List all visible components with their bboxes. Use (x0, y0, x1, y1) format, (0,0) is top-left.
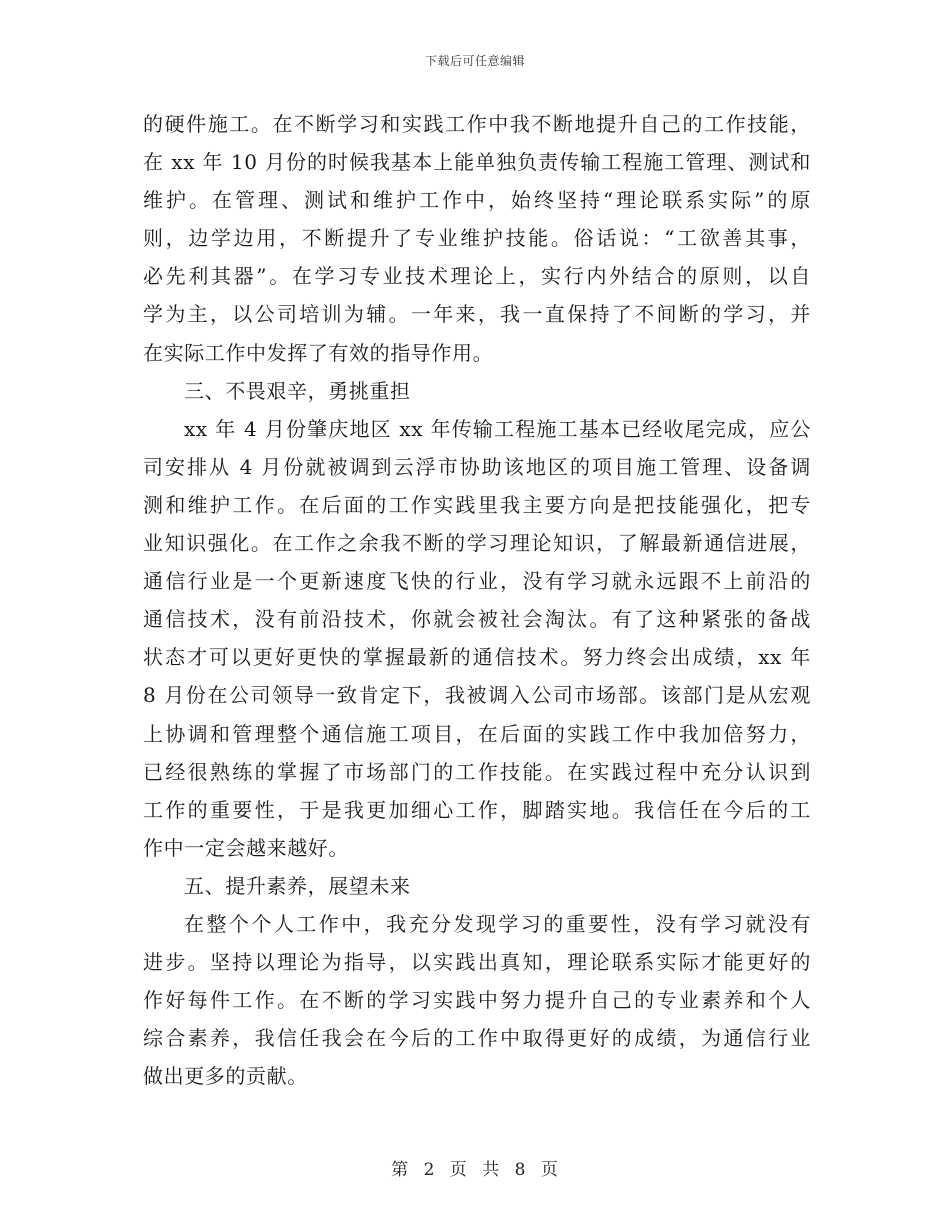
paragraph-line: 业知识强化。在工作之余我不断的学习理论知识，了解最新通信进展， (143, 531, 811, 556)
page-label-mid: 页 (449, 1160, 468, 1180)
paragraph-line: 已经很熟练的掌握了市场部门的工作技能。在实践过程中充分认识到 (143, 759, 811, 784)
body-text (143, 105, 811, 1095)
paragraph-line: 状态才可以更好更快的掌握最新的通信技术。努力终会出成绩，xx 年 (143, 645, 811, 670)
paragraph-line: 做出更多的贡献。 (143, 1064, 308, 1089)
paragraph-line: 工作的重要性，于是我更加细心工作，脚踏实地。我信任在今后的工 (143, 797, 811, 822)
section-heading: 三、不畏艰辛，勇挑重担 (184, 378, 411, 403)
paragraph-line: 上协调和管理整个通信施工项目，在后面的实践工作中我加倍努力， (143, 721, 811, 746)
paragraph-line: 则，边学边用，不断提升了专业维护技能。俗话说：“工欲善其事， (143, 226, 811, 251)
paragraph-line: 作中一定会越来越好。 (143, 835, 349, 860)
page-label-prefix: 第 (391, 1160, 410, 1180)
paragraph-line: 学为主，以公司培训为辅。一年来，我一直保持了不间断的学习，并 (143, 302, 811, 327)
page-label-total-prefix: 共 (482, 1160, 501, 1180)
section-heading: 五、提升素养，展望未来 (184, 873, 411, 898)
paragraph-line: 在整个个人工作中，我充分发现学习的重要性，没有学习就没有 (184, 911, 811, 936)
paragraph-line: 必先利其器”。在学习专业技术理论上，实行内外结合的原则，以自 (143, 264, 811, 289)
paragraph-line: 在 xx 年 10 月份的时候我基本上能单独负责传输工程施工管理、测试和 (143, 150, 811, 175)
page-number (0, 1155, 950, 1180)
paragraph-line: 作好每件工作。在不断的学习实践中努力提升自己的专业素养和个人 (143, 988, 811, 1013)
page-total: 8 (514, 1160, 527, 1180)
header-note: 下载后可任意编辑 (424, 54, 525, 68)
paragraph-line: xx 年 4 月份肇庆地区 xx 年传输工程施工基本已经收尾完成，应公 (184, 416, 811, 441)
page-label-suffix: 页 (540, 1160, 559, 1180)
paragraph-line: 通信行业是一个更新速度飞快的行业，没有学习就永远跟不上前沿的 (143, 569, 811, 594)
paragraph-line: 在实际工作中发挥了有效的指导作用。 (143, 340, 494, 365)
paragraph-line: 司安排从 4 月份就被调到云浮市协助该地区的项目施工管理、设备调 (143, 454, 811, 479)
paragraph-line: 综合素养，我信任我会在今后的工作中取得更好的成绩，为通信行业 (143, 1026, 811, 1051)
paragraph-line: 8 月份在公司领导一致肯定下，我被调入公司市场部。该部门是从宏观 (143, 683, 812, 708)
page-current: 2 (423, 1160, 436, 1180)
paragraph-line: 测和维护工作。在后面的工作实践里我主要方向是把技能强化，把专 (143, 492, 811, 517)
paragraph-line: 的硬件施工。在不断学习和实践工作中我不断地提升自己的工作技能， (143, 112, 811, 136)
paragraph-line: 维护。在管理、测试和维护工作中，始终坚持“理论联系实际”的原 (143, 188, 811, 213)
paragraph-line: 进步。坚持以理论为指导，以实践出真知，理论联系实际才能更好的 (143, 950, 811, 975)
paragraph-line: 通信技术，没有前沿技术，你就会被社会淘汰。有了这种紧张的备战 (143, 607, 811, 632)
